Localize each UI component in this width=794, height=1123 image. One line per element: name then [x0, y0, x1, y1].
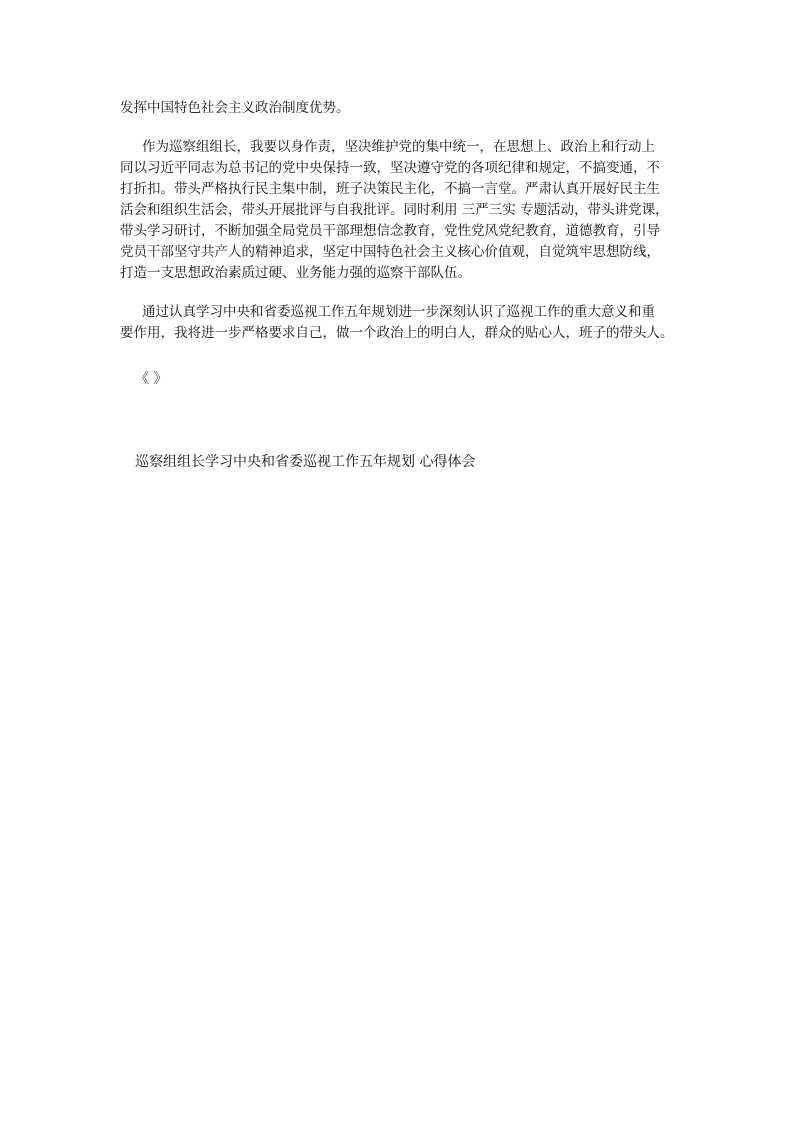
- paragraph-line: 要作用，我将进一步严格要求自己，做一个政治上的明白人，群众的贴心人，班子的带头人。: [120, 325, 674, 341]
- page-nav-symbols[interactable]: 《 》: [135, 371, 168, 387]
- paragraph-line: 发挥中国特色社会主义政治制度优势。: [120, 100, 350, 116]
- paragraph-line: 作为巡察组组长，我要以身作责，坚决维护党的集中统一，在思想上、政治上和行动上: [142, 139, 655, 155]
- paragraph-line: 带头学习研讨，不断加强全局党员干部理想信念教育，党性党风党纪教育，道德教育，引导: [120, 223, 660, 239]
- paragraph-line: 活会和组织生活会，带头开展批评与自我批评。同时利用 三严三实 专题活动，带头讲党课，: [120, 202, 669, 218]
- paragraph-line: 通过认真学习中央和省委巡视工作五年规划进一步深刻认识了巡视工作的重大意义和重: [142, 304, 655, 320]
- paragraph-line: 党员干部坚守共产人的精神追求，坚定中国特色社会主义核心价值观，自觉筑牢思想防线，: [120, 244, 660, 260]
- document-title: 巡察组组长学习中央和省委巡视工作五年规划 心得体会: [135, 454, 476, 470]
- paragraph-line: 同以习近平同志为总书记的党中央保持一致，坚决遵守党的各项纪律和规定，不搞变通，不: [120, 160, 660, 176]
- paragraph-line: 打折扣。带头严格执行民主集中制，班子决策民主化，不搞一言堂。严肃认真开展好民主生: [120, 181, 660, 197]
- paragraph-line: 打造一支思想政治素质过硬、业务能力强的巡察干部队伍。: [120, 265, 471, 281]
